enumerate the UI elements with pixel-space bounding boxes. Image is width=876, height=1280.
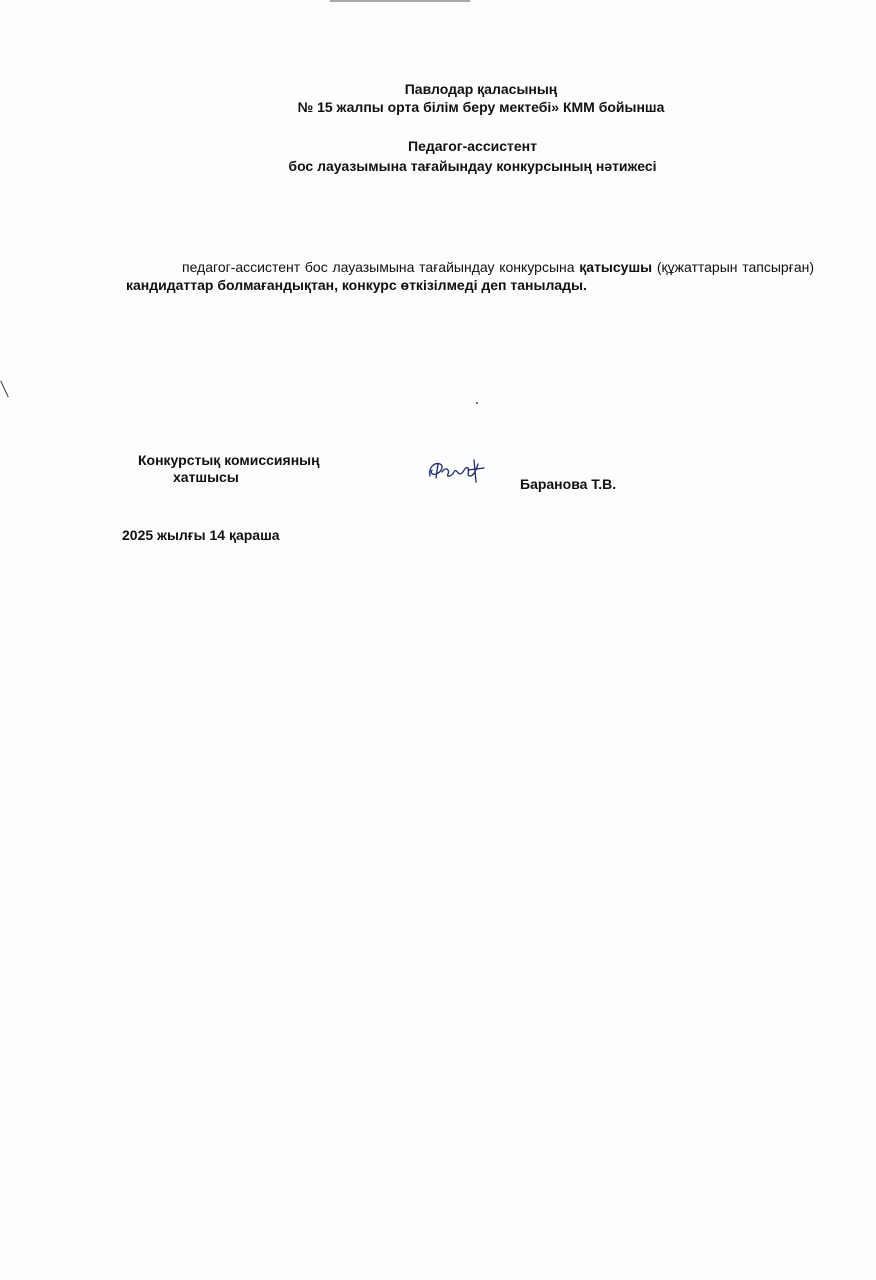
scan-speck [476, 402, 478, 404]
title-line-2: бос лауазымына тағайындау конкурсының нәтижесі [288, 158, 657, 174]
handwritten-signature [424, 452, 490, 488]
body-text-bold-1: қатысушы [579, 259, 653, 275]
signatory-role-line-2: хатшысы [173, 469, 239, 485]
header-line-2: № 15 жалпы орта білім беру мектебі» КММ бойынша [297, 99, 665, 115]
organization-header [0, 80, 876, 116]
title-line-1: Педагог-ассистент [408, 138, 537, 154]
scan-stray-mark [0, 381, 9, 398]
signatory-role [138, 452, 320, 486]
body-text-bold-2: кандидаттар болмағандықтан, конкурс өткізілмеді деп танылады. [126, 277, 587, 293]
body-text-normal-1: педагог-ассистент бос лауазымына тағайындау конкурсына [182, 259, 580, 275]
signatory-role-line-1: Конкурстық комиссияның [138, 452, 320, 468]
scan-edge-mark [330, 0, 470, 2]
document-title [0, 136, 876, 176]
signatory-name: Баранова Т.В. [520, 476, 617, 492]
body-text-normal-2: (құжаттарын тапсырған) [652, 259, 814, 275]
header-line-1: Павлодар қаласының [404, 81, 558, 97]
result-paragraph [126, 258, 814, 294]
document-date: 2025 жылғы 14 қараша [122, 527, 280, 543]
